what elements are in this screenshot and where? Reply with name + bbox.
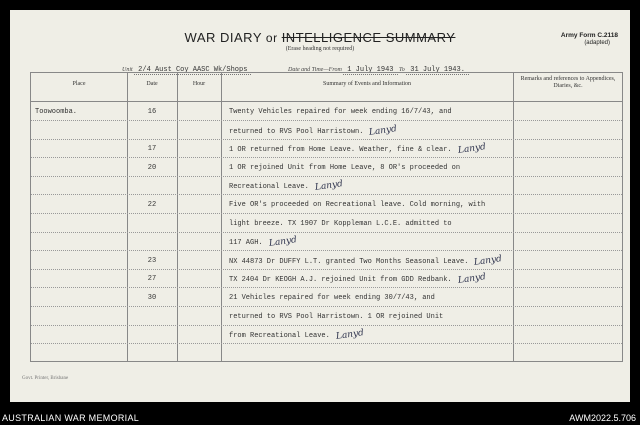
row-summary: [229, 123, 398, 138]
unit-label: Unit: [122, 67, 133, 73]
unit-value: 2/4 Aust Coy AASC Wk/Shops: [134, 66, 251, 75]
row-rule: [31, 194, 622, 195]
row-summary-text: 1 OR rejoined Unit from Home Leave, 8 OR's proceeded on: [229, 163, 461, 172]
row-summary: [229, 313, 443, 321]
row-summary-text: 21 Vehicles repaired for week ending 30/7/43, and: [229, 294, 435, 302]
column-header-summary: Summary of Events and Information: [323, 81, 411, 87]
initials-signature: Lanyd: [335, 328, 365, 343]
initials-signature: Lanyd: [268, 235, 298, 250]
row-rule: [31, 120, 622, 121]
row-summary: [229, 108, 452, 116]
row-date: 23: [147, 256, 157, 265]
diary-table: [30, 72, 623, 362]
row-summary-text: 1 OR returned from Home Leave. Weather, fine & clear.: [229, 146, 452, 155]
date-to-label: To: [399, 67, 405, 73]
document-subtitle: (Erase heading not required): [285, 46, 355, 52]
row-summary-text: NX 44873 Dr DUFFY L.T. granted Two Months Seasonal Leave.: [229, 257, 469, 266]
row-date: 27: [147, 275, 157, 284]
column-divider: [513, 73, 514, 361]
initials-signature: Lanyd: [368, 123, 398, 138]
row-summary-text: Recreational Leave.: [229, 183, 309, 192]
row-summary: [229, 179, 344, 194]
form-number-label: Army Form C.2118: [560, 32, 618, 39]
initials-signature: Lanyd: [314, 179, 344, 194]
row-date: 30: [147, 294, 157, 302]
archive-credit: AUSTRALIAN WAR MEMORIAL: [2, 413, 140, 423]
row-rule: [31, 139, 622, 140]
title-war-diary: WAR DIARY: [184, 30, 262, 45]
row-summary-text: Five OR's proceeded on Recreational leave. Cold morning, with: [229, 201, 486, 209]
initials-signature: Lanyd: [473, 253, 503, 268]
date-from-value: 1 July 1943: [343, 66, 397, 75]
row-rule: [31, 269, 622, 270]
row-rule: [31, 213, 622, 214]
row-rule: [31, 287, 622, 288]
initials-signature: Lanyd: [457, 142, 487, 157]
row-summary-text: 117 AGH.: [229, 239, 263, 248]
initials-signature: Lanyd: [457, 272, 487, 287]
row-date: 17: [147, 145, 157, 154]
row-rule: [31, 306, 622, 307]
row-summary-text: light breeze. TX 1907 Dr Koppleman L.C.E. admitted to: [229, 219, 452, 228]
row-summary-text: returned to RVS Pool Harristown. 1 OR rejoined Unit: [229, 312, 444, 321]
diary-sheet: [10, 10, 630, 402]
document-title: [10, 30, 630, 45]
row-date: 22: [147, 201, 157, 209]
archive-reference: AWM2022.5.706: [569, 413, 636, 423]
column-header-date: Date: [146, 81, 158, 87]
row-summary: [229, 142, 487, 157]
row-summary: [229, 253, 503, 268]
form-number: [561, 32, 618, 46]
column-divider: [127, 73, 128, 361]
row-rule: [31, 232, 622, 233]
row-summary: [229, 272, 487, 287]
form-adapted: (adapted): [584, 40, 610, 46]
row-summary-text: returned to RVS Pool Harristown.: [229, 127, 364, 136]
row-place: Toowoomba.: [35, 108, 78, 116]
column-header-remarks: Remarks and references to Appendices, Diaries, &c.: [520, 76, 616, 89]
printer-note: Govt. Printer, Brisbane: [22, 376, 69, 381]
title-or: or: [265, 31, 278, 45]
row-summary: [229, 164, 460, 172]
row-summary-text: Twenty Vehicles repaired for week ending 16/7/43, and: [229, 108, 452, 116]
row-rule: [31, 343, 622, 344]
row-rule: [31, 176, 622, 177]
row-summary: [229, 294, 435, 302]
row-summary-text: TX 2404 Dr KEOGH A.J. rejoined Unit from GDD Redbank.: [229, 276, 452, 285]
date-label: Date and Time—From: [288, 67, 342, 73]
header-rule: [31, 101, 622, 102]
column-header-hour: Hour: [192, 81, 206, 87]
row-summary-text: from Recreational Leave.: [229, 332, 330, 341]
column-header-place: Place: [72, 81, 86, 87]
row-rule: [31, 157, 622, 158]
date-to-value: 31 July 1943.: [406, 66, 469, 75]
row-date: 20: [147, 163, 157, 172]
row-summary: [229, 201, 485, 209]
row-summary: [229, 220, 452, 228]
title-intelligence-summary: INTELLIGENCE SUMMARY: [281, 30, 456, 45]
row-rule: [31, 250, 622, 251]
row-summary: [229, 235, 298, 250]
row-rule: [31, 325, 622, 326]
row-summary: [229, 328, 365, 343]
column-divider: [177, 73, 178, 361]
column-divider: [221, 73, 222, 361]
row-date: 16: [147, 108, 157, 116]
